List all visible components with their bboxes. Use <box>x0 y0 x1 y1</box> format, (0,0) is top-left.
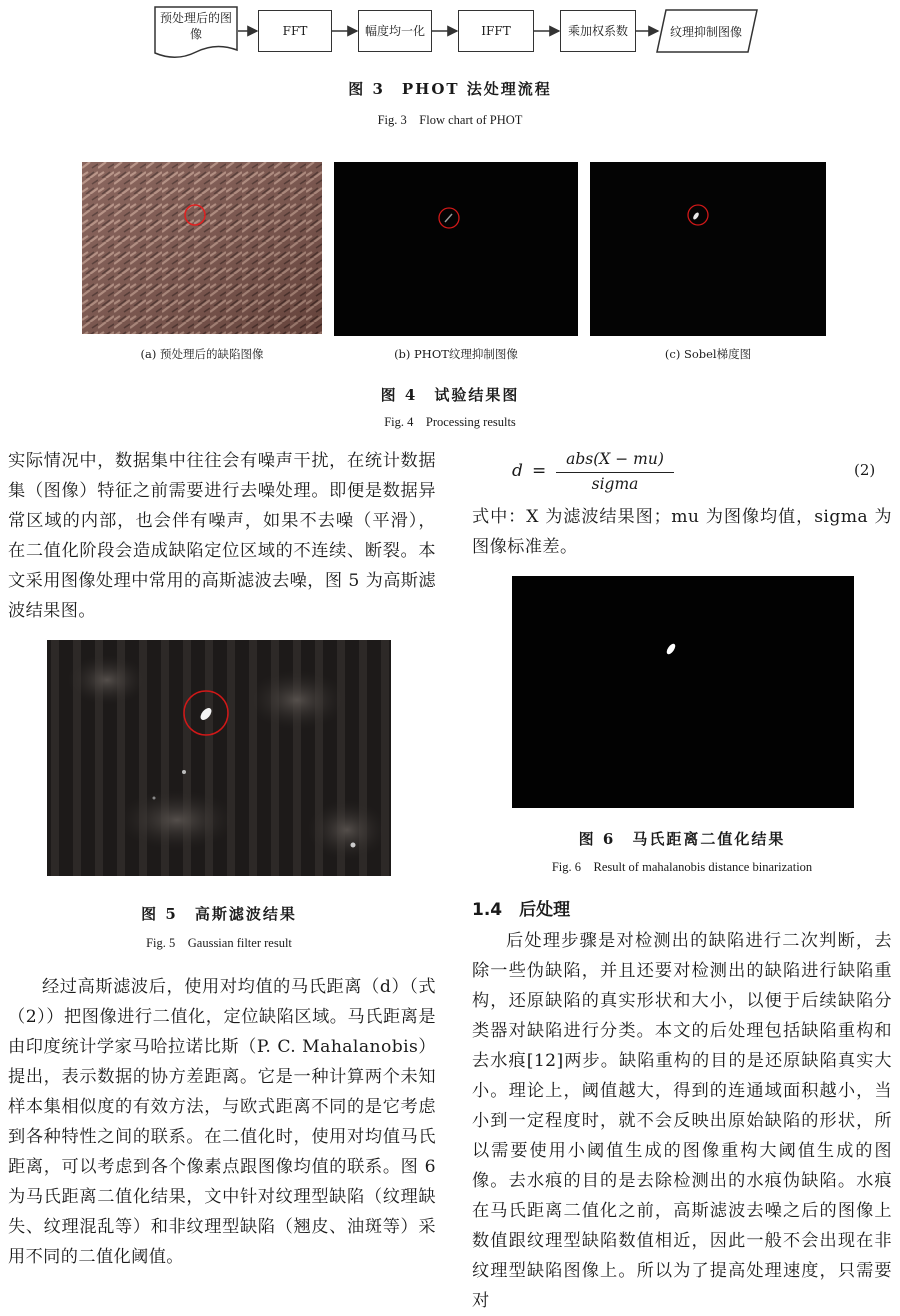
flow-arrows-icon <box>236 20 660 42</box>
equation-denominator: sigma <box>591 475 639 493</box>
fig4a-subcaption: (a) 预处理后的缺陷图像 <box>140 347 264 361</box>
fig4c-subcaption: (c) Sobel梯度图 <box>664 347 752 361</box>
flow-box-fft: FFT <box>258 10 332 52</box>
flow-box-output: 纹理抑制图像 <box>669 24 742 39</box>
equation-number: (2) <box>854 461 876 479</box>
equation-lhs: d <box>512 461 523 481</box>
fig4b-phot-image <box>334 162 578 336</box>
fig4b-subcaption: (b) PHOT纹理抑制图像 <box>394 347 518 361</box>
flow-box-ifft: IFFT <box>458 10 534 52</box>
fig4a-defect-image <box>82 162 322 334</box>
equation-description: 式中：X 为滤波结果图；mu 为图像均值，sigma 为图像标准差。 <box>472 507 892 557</box>
fig4-caption-cn: 图 4 试验结果图 <box>380 386 520 404</box>
fig5-gaussian-image <box>47 640 391 876</box>
fig6-binarization-image <box>512 576 854 808</box>
equation-numerator: abs(X − mu) <box>566 450 664 468</box>
right-paragraph-postprocessing: 后处理步骤是对检测出的缺陷进行二次判断，去除一些伪缺陷，并且还要对检测出的缺陷进行缺陷重构，还原缺陷的真实形状和大小，以便于后续缺陷分类器对缺陷进行分类。本文的后处理包括缺陷重构和去水痕[12]两步。缺陷重构的目的是还原缺陷真实大小。理论上，阈值越大，得到的连通域面积越小，当小到一定程度时，就不会反映出原始缺陷的形状，所以需要使用小阈值生成的图像重构大阈值生成的图像。去水痕的目的是去除检测出的水痕伪缺陷。水痕在马氏距离二值化之前，高斯滤波去噪之后的图像上数值跟纹理型缺陷数值相近，因此一般不会出现在非纹理型缺陷图像上。所以为了提高处理速度，只需要对 <box>472 931 892 1311</box>
fig5-caption-cn: 图 5 高斯滤波结果 <box>141 905 297 923</box>
section-title-postprocessing: 1.4 后处理 <box>472 900 571 920</box>
fig6-caption-cn: 图 6 马氏距离二值化结果 <box>578 830 786 848</box>
flow-box-input: 预处理后的图像 <box>159 11 232 41</box>
left-paragraph-2: 经过高斯滤波后，使用对均值的马氏距离（d）（式（2））把图像进行二值化，定位缺陷区域。马氏距离是由印度统计学家马哈拉诺比斯（P. C. Mahalanobis）提出，表示数据的协方差距离。它是一种计算两个未知样本集相似度的有效方法，与欧式距离不同的是它考虑到各种特性之间的联系。在二值化时，使用对均值马氏距离，可以考虑到各个像素点跟图像均值的联系。图 6 为马氏距离二值化结果，文中针对纹理型缺陷（纹理缺失、纹理混乱等）和非纹理型缺陷（翘皮、油斑等）采用不同的二值化阈值。 <box>8 977 436 1267</box>
fig3-caption-cn: 图 3 PHOT 法处理流程 <box>348 80 552 98</box>
fig6-caption-en: Fig. 6 Result of mahalanobis distance binarization <box>551 860 813 874</box>
flow-box-amplitude-norm: 幅度均一化 <box>358 10 432 52</box>
equation-fraction-bar <box>556 472 674 473</box>
fig5-caption-en: Fig. 5 Gaussian filter result <box>146 936 292 950</box>
equation-2: d = abs(X − mu) sigma (2) <box>512 450 876 493</box>
left-paragraph-1: 实际情况中，数据集中往往会有噪声干扰，在统计数据集（图像）特征之前需要进行去噪处理。即便是数据异常区域的内部，也会伴有噪声，如果不去噪（平滑），在二值化阶段会造成缺陷定位区域的不连续、断裂。本文采用图像处理中常用的高斯滤波去噪，图 5 为高斯滤波结果图。 <box>8 451 436 621</box>
fig4-caption-en: Fig. 4 Processing results <box>384 415 516 429</box>
fig4c-sobel-image <box>590 162 826 336</box>
fig3-caption-en: Fig. 3 Flow chart of PHOT <box>377 113 523 127</box>
flow-box-weighting: 乘加权系数 <box>560 10 636 52</box>
